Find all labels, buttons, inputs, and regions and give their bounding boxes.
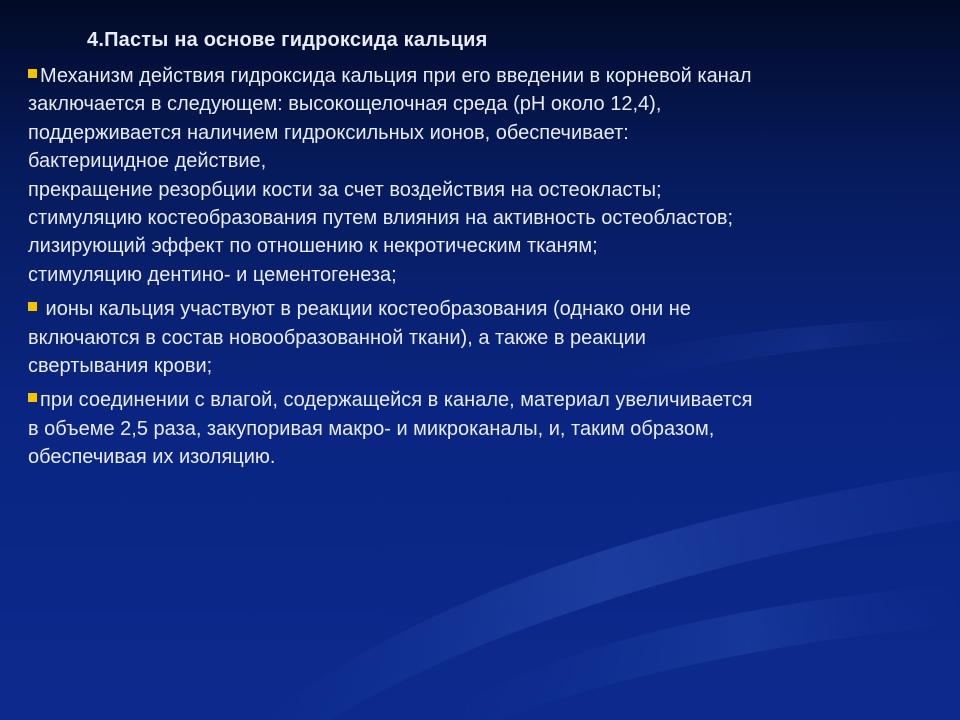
bullet-text-line: прекращение резорбции кости за счет воздействия на остеокласты; bbox=[28, 178, 662, 201]
bullet-item-moisture-expansion bbox=[28, 386, 928, 471]
bullet-item-calcium-ions bbox=[28, 295, 928, 380]
bullet-text-line: при соединении с влагой, содержащейся в канале, материал увеличивается bbox=[40, 389, 753, 412]
bullet-list bbox=[28, 62, 928, 478]
bullet-text-line: поддерживается наличием гидроксильных ионов, обеспечивает: bbox=[28, 121, 629, 144]
bullet-square-icon bbox=[28, 69, 37, 78]
bullet-square-icon bbox=[28, 302, 37, 311]
bullet-text-line: обеспечивая их изоляцию. bbox=[28, 446, 276, 469]
bullet-text-line: ионы кальция участвуют в реакции костеобразования (однако они не bbox=[40, 298, 691, 321]
bullet-text-line: бактерицидное действие, bbox=[28, 150, 267, 173]
bullet-text-line: в объеме 2,5 раза, закупоривая макро- и микроканалы, и, таким образом, bbox=[28, 417, 715, 440]
bullet-text-line: заключается в следующем: высокощелочная среда (рН около 12,4), bbox=[28, 93, 662, 116]
bullet-text-line: лизирующий эффект по отношению к некротическим тканям; bbox=[28, 235, 598, 258]
bullet-text-line: свертывания крови; bbox=[28, 355, 213, 378]
bullet-text-line: включаются в состав новообразованной ткани), а также в реакции bbox=[28, 326, 646, 349]
bullet-square-icon bbox=[28, 393, 37, 402]
bullet-item-mechanism bbox=[28, 62, 928, 289]
bullet-text-line: стимуляцию дентино- и цементогенеза; bbox=[28, 263, 397, 286]
bullet-text-line: стимуляцию костеобразования путем влияния на активность остеобластов; bbox=[28, 207, 734, 230]
bullet-text-line: Механизм действия гидроксида кальция при его введении в корневой канал bbox=[40, 65, 752, 87]
slide-title: 4.Пасты на основе гидроксида кальция bbox=[87, 29, 488, 51]
